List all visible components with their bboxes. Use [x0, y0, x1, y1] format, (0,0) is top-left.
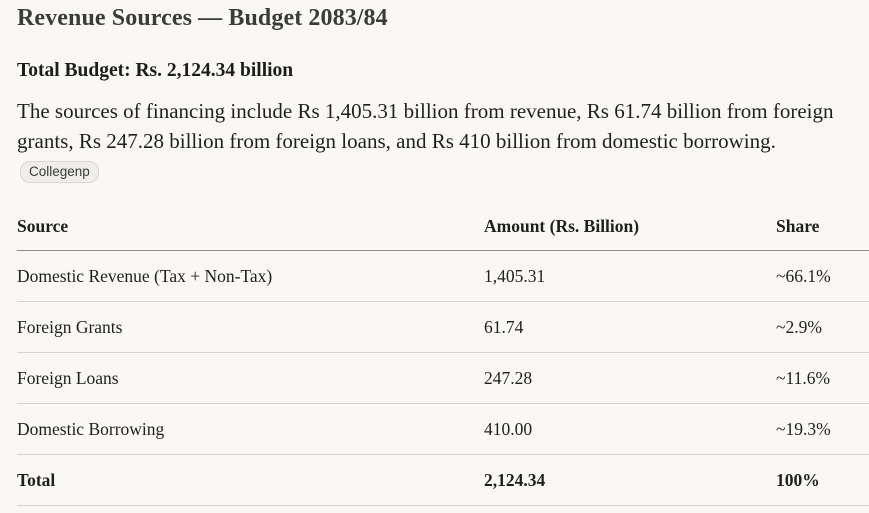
cell-share: ~19.3% [776, 404, 869, 455]
total-budget-heading: Total Budget: Rs. 2,124.34 billion [17, 60, 294, 81]
cell-source: Foreign Loans [17, 353, 484, 404]
cell-share: ~11.6% [776, 353, 869, 404]
table-header-row [17, 202, 869, 251]
table-row [17, 353, 869, 404]
header-amount: Amount (Rs. Billion) [484, 202, 776, 251]
page-title: Revenue Sources — Budget 2083/84 [17, 5, 388, 31]
table-row [17, 302, 869, 353]
header-share: Share [776, 202, 869, 251]
cell-amount: 1,405.31 [484, 251, 776, 302]
table-total-row [17, 455, 869, 506]
cell-share: ~66.1% [776, 251, 869, 302]
total-share: 100% [776, 455, 869, 506]
revenue-sources-table [17, 202, 869, 506]
table-row [17, 404, 869, 455]
cell-source: Domestic Borrowing [17, 404, 484, 455]
table-row [17, 251, 869, 302]
cell-amount: 61.74 [484, 302, 776, 353]
financing-paragraph [17, 96, 852, 186]
total-amount: 2,124.34 [484, 455, 776, 506]
cell-amount: 247.28 [484, 353, 776, 404]
paragraph-text: The sources of financing include Rs 1,405.31 billion from revenue, Rs 61.74 billion from foreign grants, Rs 247.28 billion from foreign loans, and Rs 410 billion from domestic borrowing. [17, 99, 834, 153]
cell-amount: 410.00 [484, 404, 776, 455]
total-label: Total [17, 455, 484, 506]
cell-source: Domestic Revenue (Tax + Non-Tax) [17, 251, 484, 302]
cell-source: Foreign Grants [17, 302, 484, 353]
citation-chip[interactable]: Collegenp [20, 161, 99, 183]
cell-share: ~2.9% [776, 302, 869, 353]
header-source: Source [17, 202, 484, 251]
